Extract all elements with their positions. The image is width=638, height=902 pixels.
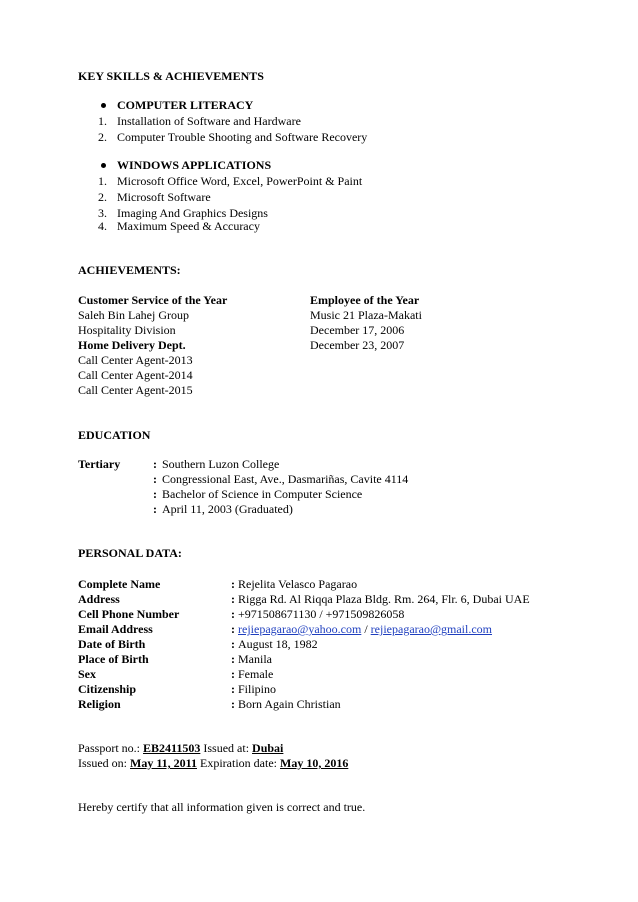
bullet-icon [101,163,106,168]
personal-label: Address [78,592,120,606]
passport-line [78,741,283,755]
list-item-number: 2. [98,130,107,144]
personal-value: Born Again Christian [238,697,341,711]
skill-group-title: COMPUTER LITERACY [117,98,254,112]
colon: : [231,592,235,606]
list-item: Microsoft Software [117,190,211,204]
education-heading: EDUCATION [78,428,151,442]
education-value: Southern Luzon College [162,457,280,471]
issued-at-label: Issued at: [203,741,250,755]
issued-at-value: Dubai [252,741,284,755]
list-item: Microsoft Office Word, Excel, PowerPoint & Paint [117,174,363,188]
personal-label: Religion [78,697,121,711]
passport-dates-line [78,756,348,770]
bullet-icon [101,103,106,108]
skills-heading: KEY SKILLS & ACHIEVEMENTS [78,69,264,83]
personal-label: Citizenship [78,682,137,696]
colon: : [231,667,235,681]
award-title: Customer Service of the Year [78,293,228,307]
colon: : [231,577,235,591]
list-item-number: 2. [98,190,107,204]
list-item-number: 3. [98,206,107,220]
personal-label: Email Address [78,622,153,636]
award-detail: December 23, 2007 [310,338,405,352]
education-label: Tertiary [78,457,121,471]
issued-on-label: Issued on: [78,756,127,770]
personal-value: Manila [238,652,272,666]
colon: : [231,682,235,696]
personal-value: Rigga Rd. Al Riqqa Plaza Bldg. Rm. 264, Flr. 6, Dubai UAE [238,592,530,606]
personal-value: Rejelita Velasco Pagarao [238,577,358,591]
personal-heading: PERSONAL DATA: [78,546,182,560]
personal-label: Cell Phone Number [78,607,180,621]
expiration-label: Expiration date: [200,756,277,770]
award-detail: Saleh Bin Lahej Group [78,308,189,322]
passport-number: EB2411503 [143,741,201,755]
list-item: Computer Trouble Shooting and Software Recovery [117,130,368,144]
colon: : [231,697,235,711]
award-detail: Music 21 Plaza-Makati [310,308,422,322]
skill-group-title: WINDOWS APPLICATIONS [117,158,272,172]
award-extra: Call Center Agent-2015 [78,383,193,397]
colon: : [153,487,157,501]
colon: : [231,652,235,666]
personal-value: Filipino [238,682,277,696]
list-item-number: 1. [98,114,107,128]
personal-value: Female [238,667,274,681]
personal-label: Complete Name [78,577,161,591]
colon: : [153,472,157,486]
award-title: Employee of the Year [310,293,420,307]
award-detail: December 17, 2006 [310,323,405,337]
list-item-number: 1. [98,174,107,188]
education-value: Congressional East, Ave., Dasmariñas, Cavite 4114 [162,472,409,486]
expiration-value: May 10, 2016 [280,756,349,770]
colon: : [153,502,157,516]
email-separator: / [361,622,371,636]
list-item-number: 4. [98,219,107,233]
personal-value: August 18, 1982 [238,637,318,651]
award-detail: Home Delivery Dept. [78,338,186,352]
colon: : [231,622,235,636]
personal-label: Sex [78,667,96,681]
list-item: Imaging And Graphics Designs [117,206,268,220]
personal-label: Place of Birth [78,652,149,666]
issued-on-value: May 11, 2011 [130,756,198,770]
list-item: Installation of Software and Hardware [117,114,301,128]
award-extra: Call Center Agent-2014 [78,368,193,382]
passport-label: Passport no.: [78,741,141,755]
award-detail: Hospitality Division [78,323,176,337]
email-values [238,622,492,636]
certification-statement: Hereby certify that all information given is correct and true. [78,800,366,814]
colon: : [231,607,235,621]
list-item: Maximum Speed & Accuracy [117,219,260,233]
award-extra: Call Center Agent-2013 [78,353,193,367]
achievements-heading: ACHIEVEMENTS: [78,263,181,277]
email-link-gmail[interactable]: rejiepagarao@gmail.com [370,622,493,636]
colon: : [231,637,235,651]
education-value: April 11, 2003 (Graduated) [162,502,293,516]
colon: : [153,457,157,471]
education-value: Bachelor of Science in Computer Science [162,487,363,501]
personal-value: +971508671130 / +971509826058 [238,607,405,621]
email-link-yahoo[interactable]: rejiepagarao@yahoo.com [238,622,362,636]
personal-label: Date of Birth [78,637,146,651]
